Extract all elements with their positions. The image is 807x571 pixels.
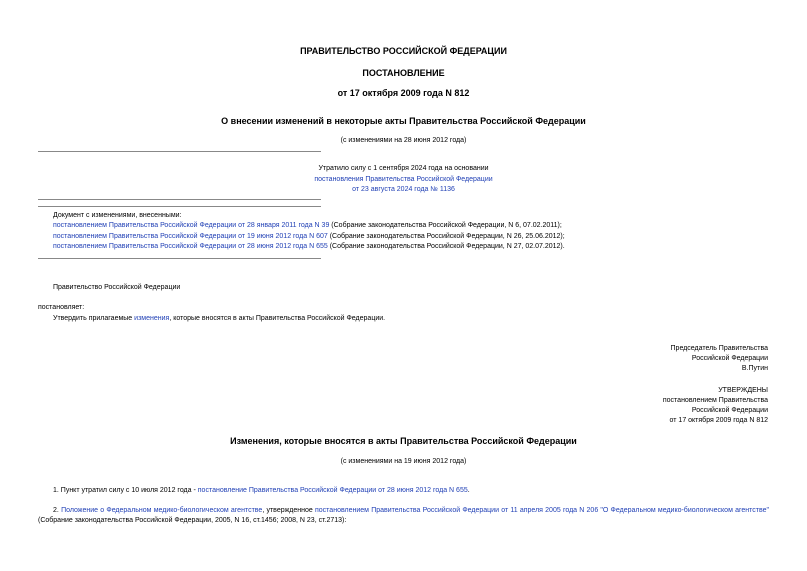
p2-num: 2. <box>53 507 62 514</box>
approve-paragraph <box>53 315 385 322</box>
change-link-3[interactable]: постановлением Правительства Российской Федерации от 28 июня 2012 года N 655 <box>53 243 328 250</box>
changes-link[interactable]: изменения <box>134 315 170 322</box>
p2-mid: , утвержденное <box>262 507 315 514</box>
separator-line <box>38 199 321 200</box>
approved-line-4: от 17 октября 2009 года N 812 <box>669 417 768 424</box>
change-link-2[interactable]: постановлением Правительства Российской Федерации от 19 июня 2012 года N 607 <box>53 233 328 240</box>
doc-date-number: от 17 октября 2009 года N 812 <box>337 88 470 98</box>
p2-link-2[interactable]: постановлением Правительства Российской Федерации от 11 апреля 2005 года N 206 "О Федеральном медико-биологическом агентстве" <box>315 507 769 514</box>
approve-pre: Утвердить прилагаемые <box>53 315 135 322</box>
expired-notice: Утратило силу с 1 сентября 2024 года на основании <box>318 165 489 172</box>
annex-paragraph-2 <box>38 506 769 526</box>
approved-line-2: постановлением Правительства <box>662 397 768 404</box>
amend-note: (с изменениями на 28 июня 2012 года) <box>340 137 467 144</box>
change-link-1[interactable]: постановлением Правительства Российской Федерации от 28 января 2011 года N 39 <box>53 222 330 229</box>
expired-link-2[interactable]: от 23 августа 2024 года № 1136 <box>352 186 455 193</box>
list-item <box>53 243 565 250</box>
expired-link-1[interactable]: постановления Правительства Российской Федерации <box>314 176 493 183</box>
separator-line <box>38 206 321 207</box>
separator-line <box>38 258 321 259</box>
list-item <box>53 233 565 240</box>
org-heading: ПРАВИТЕЛЬСТВО РОССИЙСКОЙ ФЕДЕРАЦИИ <box>300 46 507 56</box>
annex-title: Изменения, которые вносятся в акты Правительства Российской Федерации <box>230 436 577 446</box>
approved-label: УТВЕРЖДЕНЫ <box>718 387 768 394</box>
p1-post: . <box>467 487 470 494</box>
change-source-3: (Собрание законодательства Российской Федерации, N 27, 02.07.2012). <box>327 243 565 250</box>
p1-link[interactable]: постановление Правительства Российской Федерации от 28 июня 2012 года N 655 <box>197 487 468 494</box>
doc-title: О внесении изменений в некоторые акты Правительства Российской Федерации <box>221 116 586 126</box>
signature-org: Российской Федерации <box>691 355 768 362</box>
gov-name: Правительство Российской Федерации <box>53 284 181 291</box>
p2-post: (Собрание законодательства Российской Федерации, 2005, N 16, ст.1456; 2008, N 23, ст.2713): <box>38 517 347 524</box>
decides-text: постановляет: <box>38 304 85 311</box>
p2-link-1[interactable]: Положение о Федеральном медико-биологическом агентстве <box>61 507 263 514</box>
annex-amend-note: (с изменениями на 19 июня 2012 года) <box>340 458 467 465</box>
signature-name: В.Путин <box>741 365 768 372</box>
approved-line-3: Российской Федерации <box>691 407 768 414</box>
p1-pre: 1. Пункт утратил силу с 10 июля 2012 года - <box>53 487 198 494</box>
change-source-1: (Собрание законодательства Российской Федерации, N 6, 07.02.2011); <box>329 222 562 229</box>
signature-position: Председатель Правительства <box>670 345 768 352</box>
list-item <box>53 222 562 229</box>
change-source-2: (Собрание законодательства Российской Федерации, N 26, 25.06.2012); <box>327 233 565 240</box>
changes-intro: Документ с изменениями, внесенными: <box>53 212 182 219</box>
doc-type-heading: ПОСТАНОВЛЕНИЕ <box>362 68 445 78</box>
separator-line <box>38 151 321 152</box>
annex-paragraph-1 <box>53 487 470 494</box>
approve-post: , которые вносятся в акты Правительства Российской Федерации. <box>169 315 386 322</box>
